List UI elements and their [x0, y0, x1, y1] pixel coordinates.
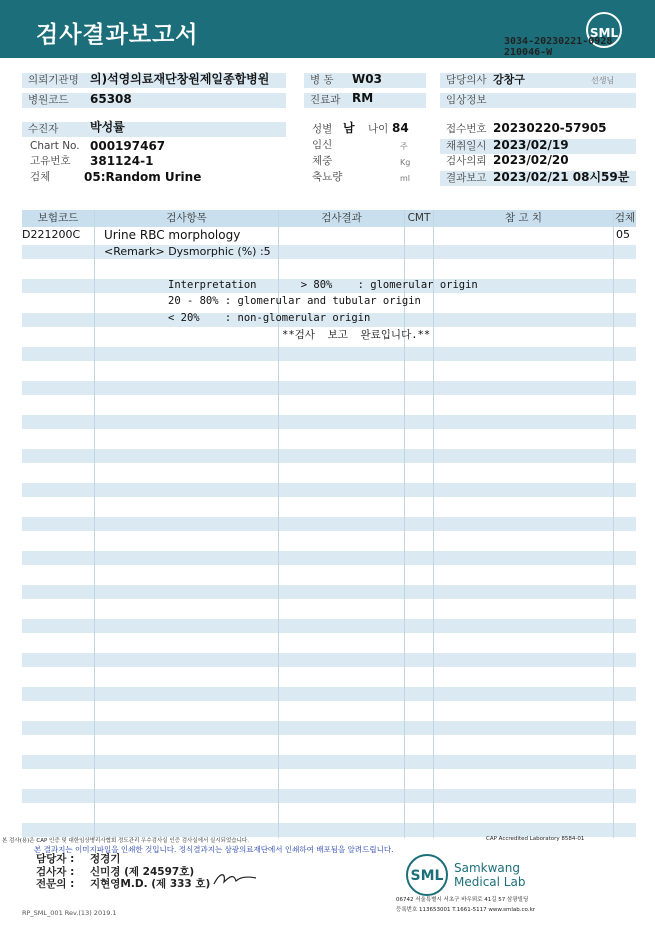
table-stripe-row: [22, 755, 636, 769]
table-stripe-row: [22, 449, 636, 463]
examiner-label: 검사자 :: [36, 866, 75, 878]
unique-no-value: 381124-1: [90, 154, 154, 168]
dept-value: RM: [352, 91, 374, 105]
patient-label: 수진자: [22, 122, 286, 137]
sml-logo: SML: [586, 12, 622, 48]
patient-value: 박성률: [90, 120, 125, 134]
receipt-value: 20230220-57905: [493, 121, 607, 135]
interpretation-line: 20 - 80% : glomerular and tubular origin: [168, 295, 421, 307]
col-header-item: 검사항목: [95, 210, 278, 227]
lab-contact: 등록번호 113653001 T.1661-5117 www.smlab.co.kr: [396, 907, 536, 913]
brand-name-line2: Medical Lab: [454, 875, 526, 889]
brand-name-line1: Samkwang: [454, 861, 520, 875]
weight-unit: Kg: [400, 158, 411, 167]
report-id-line1: 3034-20230221-0928: [504, 36, 613, 47]
reporter-label: 담당자 :: [36, 853, 75, 865]
sex-value: 남: [343, 121, 355, 135]
sex-label: 성별: [312, 123, 333, 135]
signature-image: [212, 868, 258, 888]
table-stripe-row: [22, 653, 636, 667]
cap-note: CAP Accredited Laboratory 8584-01: [486, 836, 585, 842]
report-title: 검사결과보고서: [36, 22, 199, 48]
col-divider: [613, 210, 614, 838]
request-label: 검사의뢰: [446, 155, 487, 167]
col-header-specimen: 검체: [614, 210, 636, 227]
requester-value: 의)석영의료재단창원제일종합병원: [90, 72, 270, 86]
weight-label: 체중: [312, 155, 333, 167]
samkwang-logo: SML: [406, 854, 448, 896]
table-stripe-row: [22, 483, 636, 497]
table-stripe-row: [22, 347, 636, 361]
reporter-value: 정경기: [90, 853, 121, 865]
accreditation-note: 본 검사(용)은 CAP 인증 및 대한임상병리사협회 정도관리 우수검사실 인증 검사실에서 실시되었습니다.: [2, 838, 249, 844]
chart-value: 000197467: [90, 139, 166, 153]
remark-line: <Remark> Dysmorphic (%) :5: [104, 245, 271, 258]
pregnancy-label: 임신: [312, 139, 333, 151]
lab-address: 06742 서울특별시 서초구 바우뫼로 41길 57 삼광빌딩: [396, 897, 529, 903]
table-stripe-row: [22, 721, 636, 735]
col-header-cmt: CMT: [405, 210, 433, 227]
doctor-value: 강창구: [493, 73, 525, 86]
report-id: [504, 36, 612, 58]
hospital-code-label: 병원코드: [22, 93, 286, 108]
report-id-line2: 210046-W: [504, 47, 553, 58]
age-label: 나이: [368, 123, 389, 135]
form-code: RP_SML_001 Rev.(13) 2019.1: [22, 909, 117, 917]
request-value: 2023/02/20: [493, 153, 569, 167]
table-stripe-row: [22, 619, 636, 633]
pregnancy-unit: 주: [400, 142, 408, 151]
specimen-value: 05:Random Urine: [84, 170, 202, 184]
col-header-code: 보험코드: [22, 210, 94, 227]
report-complete-note: **검사 보고 완료입니다.**: [282, 329, 431, 341]
age-value: 84: [392, 121, 409, 135]
requester-label: 의뢰기관명: [22, 73, 286, 88]
urine-volume-label: 축뇨량: [312, 171, 343, 183]
col-header-result: 검사결과: [279, 210, 404, 227]
col-header-reference: 참 고 치: [434, 210, 613, 227]
report-date-label: 결과보고: [440, 171, 636, 186]
chart-label: Chart No.: [30, 140, 80, 152]
specialist-value: 지현영M.D. (제 333 호): [90, 878, 211, 890]
specimen-label: 검체: [30, 171, 51, 183]
collect-value: 2023/02/19: [493, 138, 569, 152]
ward-label: 병 동: [304, 73, 426, 88]
specialist-label: 전문의 :: [36, 878, 75, 890]
table-stripe-row: [22, 823, 636, 837]
interpretation-line: < 20% : non-glomerular origin: [168, 312, 371, 324]
clinical-info-label: 임상정보: [440, 93, 636, 108]
specimen-code: 05: [616, 228, 630, 241]
dept-label: 진료과: [304, 93, 426, 108]
test-item: Urine RBC morphology: [104, 228, 241, 242]
table-stripe-row: [22, 551, 636, 565]
unique-no-label: 고유번호: [30, 155, 71, 167]
table-stripe-row: [22, 585, 636, 599]
interpretation-line: Interpretation > 80% : glomerular origin: [168, 279, 478, 291]
table-stripe-row: [22, 381, 636, 395]
print-notice: 본 결과지는 이미지파일을 인쇄한 것입니다. 정식결과지는 삼광의료재단에서 인쇄하여 배포됨을 알려드립니다.: [34, 845, 394, 854]
doctor-label: 담당의사: [440, 73, 636, 88]
col-divider: [433, 210, 434, 838]
col-divider: [94, 210, 95, 838]
doctor-suffix: 선생님: [591, 76, 615, 85]
report-date-value: 2023/02/21 08시59분: [493, 170, 630, 184]
examiner-value: 신미경 (제 24597호): [90, 866, 195, 878]
receipt-label: 접수번호: [446, 123, 487, 135]
insurance-code: D221200C: [22, 228, 81, 241]
table-stripe-row: [22, 415, 636, 429]
hospital-code-value: 65308: [90, 92, 132, 106]
ward-value: W03: [352, 72, 382, 86]
table-stripe-row: [22, 517, 636, 531]
urine-volume-unit: ml: [400, 174, 411, 183]
table-stripe-row: [22, 687, 636, 701]
table-stripe-row: [22, 789, 636, 803]
collect-label: 채취일시: [440, 139, 636, 154]
